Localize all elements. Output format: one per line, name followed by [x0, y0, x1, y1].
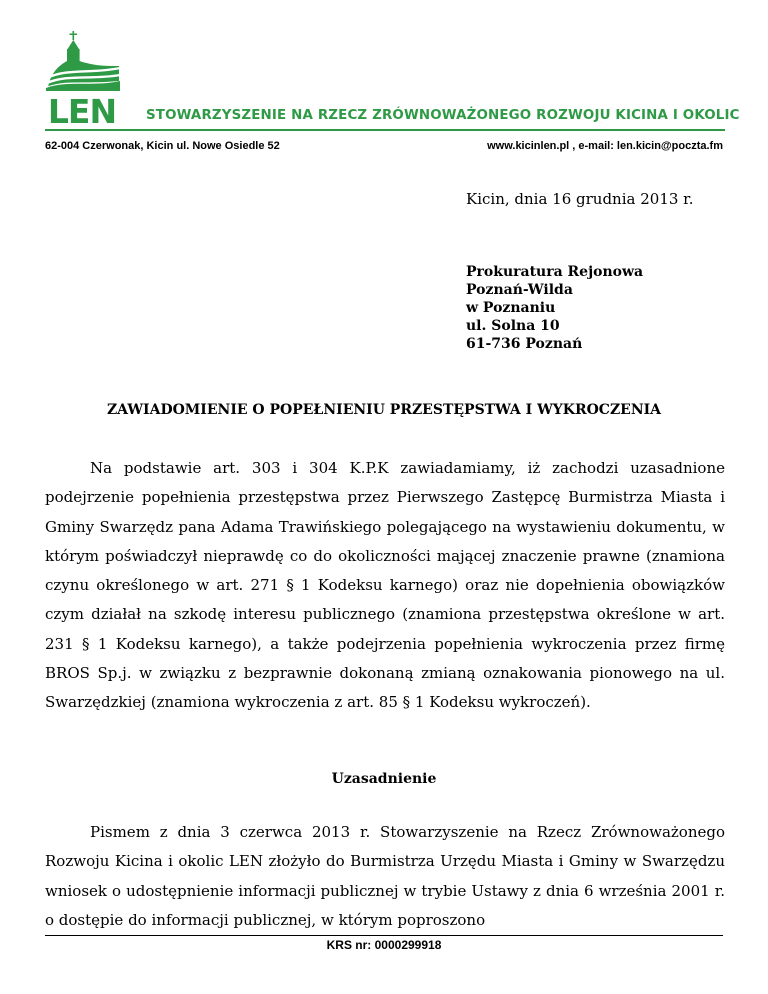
- recipient-line: ul. Solna 10: [466, 318, 560, 334]
- recipient-address: [466, 263, 643, 353]
- organization-name: STOWARZYSZENIE NA RZECZ ZRÓWNOWAŻONEGO ROZWOJU KICINA I OKOLIC: [146, 108, 740, 123]
- footer-divider: [45, 935, 723, 936]
- recipient-line: w Poznaniu: [466, 300, 556, 316]
- len-logo: [42, 30, 124, 126]
- body-paragraph-1: Na podstawie art. 303 i 304 K.P.K zawiadamiamy, iż zachodzi uzasadnione podejrzenie popełnienia przestępstwa przez Pierwszego Zastępcę Burmistrza Miasta i Gminy Swarzędz pana Adama Trawińskiego polegającego na wystawieniu dokumentu, w którym poświadczył nieprawdę co do okoliczności mającej znaczenie prawne (znamiona czynu określonego w art. 271 § 1 Kodeksu karnego) oraz nie dopełnienia obowiązków czym działał na szkodę interesu publicznego (znamiona przestępstwa określone w art. 231 § 1 Kodeksu karnego), a także podejrzenia popełnienia wykroczenia przez firmę BROS Sp.j. w związku z bezprawnie dokonaną zmianą oznakowania pionowego na ul. Swarzędzkiej (znamiona wykroczenia z art. 85 § 1 Kodeksu wykroczeń).: [45, 459, 725, 712]
- krs-number: KRS nr: 0000299918: [326, 938, 442, 952]
- body-paragraph-2: Pismem z dnia 3 czerwca 2013 r. Stowarzyszenie na Rzecz Zrównoważonego Rozwoju Kicina i okolic LEN złożyło do Burmistrza Urzędu Miasta i Gminy w Swarzędzu wniosek o udostępnienie informacji publicznej w trybie Ustawy z dnia 6 września 2001 r. o dostępie do informacji publicznej, w którym poproszono: [45, 823, 725, 929]
- recipient-line: Prokuratura Rejonowa: [466, 264, 644, 280]
- organization-contact: www.kicinlen.pl , e-mail: len.kicin@poczta.fm: [487, 140, 723, 152]
- document-title: ZAWIADOMIENIE O POPEŁNIENIU PRZESTĘPSTWA I WYKROCZENIA: [106, 402, 662, 418]
- section-heading: Uzasadnienie: [331, 771, 437, 787]
- header-divider: [45, 129, 725, 131]
- organization-address: 62-004 Czerwonak, Kicin ul. Nowe Osiedle 52: [45, 140, 280, 152]
- date-line: Kicin, dnia 16 grudnia 2013 r.: [466, 190, 694, 208]
- recipient-line: Poznań-Wilda: [466, 282, 573, 298]
- logo-text: LEN: [47, 92, 117, 126]
- recipient-line: 61-736 Poznań: [466, 336, 583, 352]
